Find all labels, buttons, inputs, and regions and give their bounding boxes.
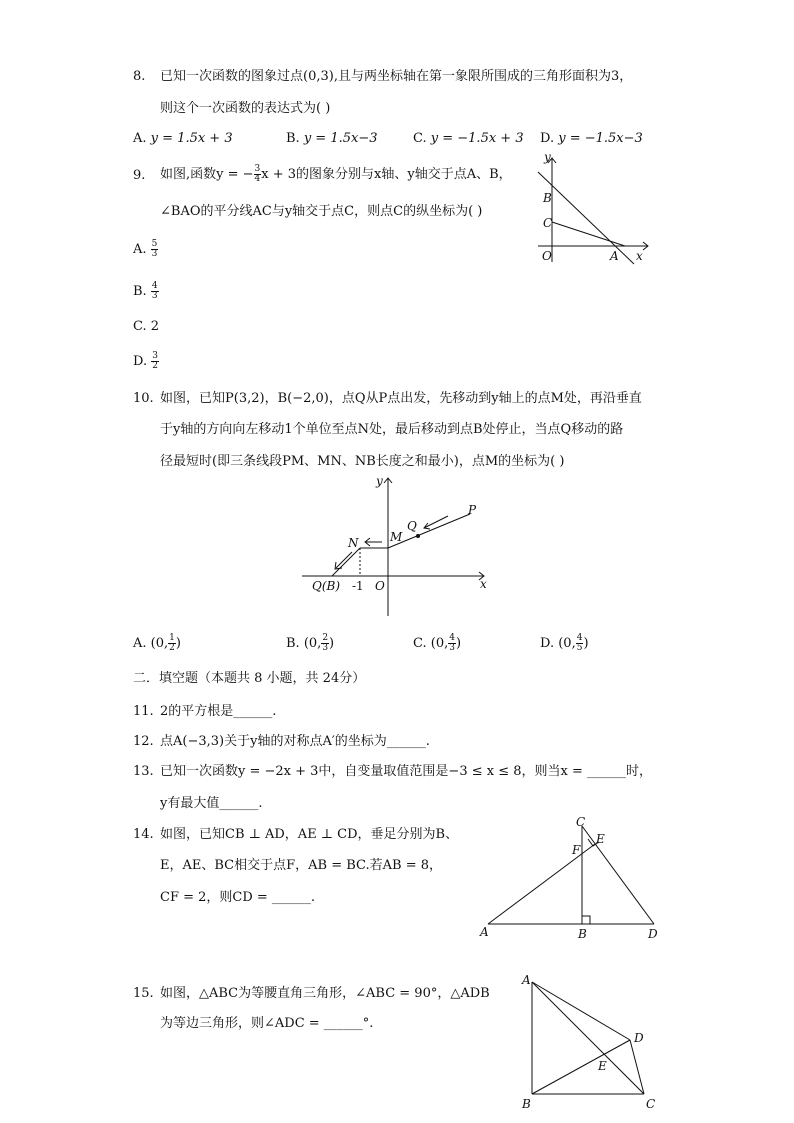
- q12-number: 12.: [133, 734, 154, 749]
- q9-label-y: y: [544, 150, 551, 164]
- q10-label-p: P: [468, 503, 477, 517]
- q15-label-c: C: [646, 1097, 656, 1111]
- q10-stem-line2: 于y轴的方向向左移动1个单位至点N处，最后移动到点B处停止，当点Q移动的路: [160, 422, 624, 437]
- q14-label-d: D: [648, 927, 658, 941]
- q14-label-c: C: [576, 815, 586, 829]
- q11-number: 11.: [133, 704, 154, 719]
- q15-line2: 为等边三角形，则∠ADC = ______°.: [160, 1016, 374, 1031]
- q12-text: 点A(−3,3)关于y轴的对称点A′的坐标为______.: [160, 734, 430, 749]
- q9-option-d[interactable]: D. $\frac{3}{2}$: [133, 351, 158, 371]
- q14-label-e: E: [596, 832, 605, 846]
- q14-label-f: F: [572, 843, 581, 857]
- q9-stem-line1: 如图,函数y = − $\frac{3}{4}$ x + 3的图象分别与x轴、y轴交于点A、B，: [160, 164, 512, 184]
- q10-option-b[interactable]: B. (0, $\frac{2}{3}$ ): [286, 633, 335, 653]
- q15-number: 15.: [133, 986, 154, 1001]
- q14-figure: [478, 814, 668, 940]
- q15-label-d: D: [634, 1031, 644, 1045]
- q9-fraction: $\frac{3}{4}$: [254, 164, 261, 184]
- q10-option-d[interactable]: D. (0, $\frac{4}{5}$ ): [540, 633, 589, 653]
- q10-stem-line3: 径最短时(即三条线段PM、MN、NB长度之和最小)，点M的坐标为( ): [160, 454, 565, 469]
- q14-label-a: A: [480, 925, 489, 939]
- q9-figure: [530, 150, 660, 270]
- q15-figure: [516, 970, 666, 1112]
- q10-label-qb: Q(B): [312, 579, 341, 593]
- q10-option-a[interactable]: A. (0, $\frac{1}{2}$ ): [133, 633, 181, 653]
- q14-line2: E，AE、BC相交于点F，AB = BC.若AB = 8，: [160, 858, 443, 873]
- q8-option-a[interactable]: A. y = 1.5x + 3: [133, 131, 233, 146]
- q15-line1: 如图，△ABC为等腰直角三角形，∠ABC = 90°，△ADB: [160, 986, 490, 1001]
- q14-label-b: B: [578, 927, 587, 941]
- q9-label-b: B: [543, 191, 552, 205]
- q13-number: 13.: [133, 764, 154, 779]
- q14-line1: 如图，已知CB ⊥ AD，AE ⊥ CD，垂足分别为B、: [160, 827, 459, 842]
- q10-label-n: N: [348, 536, 359, 550]
- q10-stem-line1: 如图，已知P(3,2)，B(−2,0)，点Q从P点出发，先移动到y轴上的点M处，再沿垂直: [160, 391, 642, 406]
- q10-label-neg1: -1: [352, 579, 364, 593]
- q8-option-c[interactable]: C. y = −1.5x + 3: [413, 131, 524, 146]
- q9-label-x: x: [636, 249, 643, 263]
- q8-stem-line2: 则这个一次函数的表达式为( ): [160, 101, 331, 116]
- q9-number: 9.: [133, 168, 146, 183]
- q10-figure: [298, 470, 498, 620]
- q9-stem-line2: ∠BAO的平分线AC与y轴交于点C，则点C的纵坐标为( ): [160, 204, 483, 219]
- q10-label-q: Q: [407, 519, 417, 533]
- q8-number: 8.: [133, 69, 146, 84]
- section2-title: 二．填空题（本题共 8 小题，共 24分）: [133, 671, 366, 686]
- q14-number: 14.: [133, 827, 154, 842]
- q13-line2: y有最大值______.: [160, 796, 263, 811]
- q9-label-c: C: [543, 216, 553, 230]
- q9-option-a[interactable]: A. $\frac{5}{3}$: [133, 239, 158, 259]
- q15-label-e: E: [598, 1059, 607, 1073]
- q10-label-y: y: [376, 474, 383, 488]
- q9-option-b[interactable]: B. $\frac{4}{3}$: [133, 281, 158, 301]
- q13-line1: 已知一次函数y = −2x + 3中，自变量取值范围是−3 ≤ x ≤ 8，则当x = ______时，: [160, 764, 652, 779]
- q10-option-c[interactable]: C. (0, $\frac{4}{3}$ ): [413, 633, 462, 653]
- q10-label-m: M: [390, 530, 403, 544]
- q15-label-b: B: [522, 1097, 531, 1111]
- q14-line3: CF = 2，则CD = ______.: [160, 890, 316, 905]
- q9-label-a: A: [610, 249, 619, 263]
- q8-option-b[interactable]: B. y = 1.5x−3: [286, 131, 378, 146]
- q15-label-a: A: [522, 973, 531, 987]
- q10-label-x: x: [480, 577, 487, 591]
- q11-text: 2的平方根是______.: [160, 704, 277, 719]
- q10-label-o: O: [375, 579, 385, 593]
- q9-label-o: O: [542, 249, 552, 263]
- q10-number: 10.: [133, 391, 154, 406]
- q8-stem-line1: 已知一次函数的图象过点(0,3),且与两坐标轴在第一象限所围成的三角形面积为3，: [160, 69, 633, 84]
- q8-option-d[interactable]: D. y = −1.5x−3: [540, 131, 643, 146]
- q9-option-c[interactable]: C. 2: [133, 319, 160, 334]
